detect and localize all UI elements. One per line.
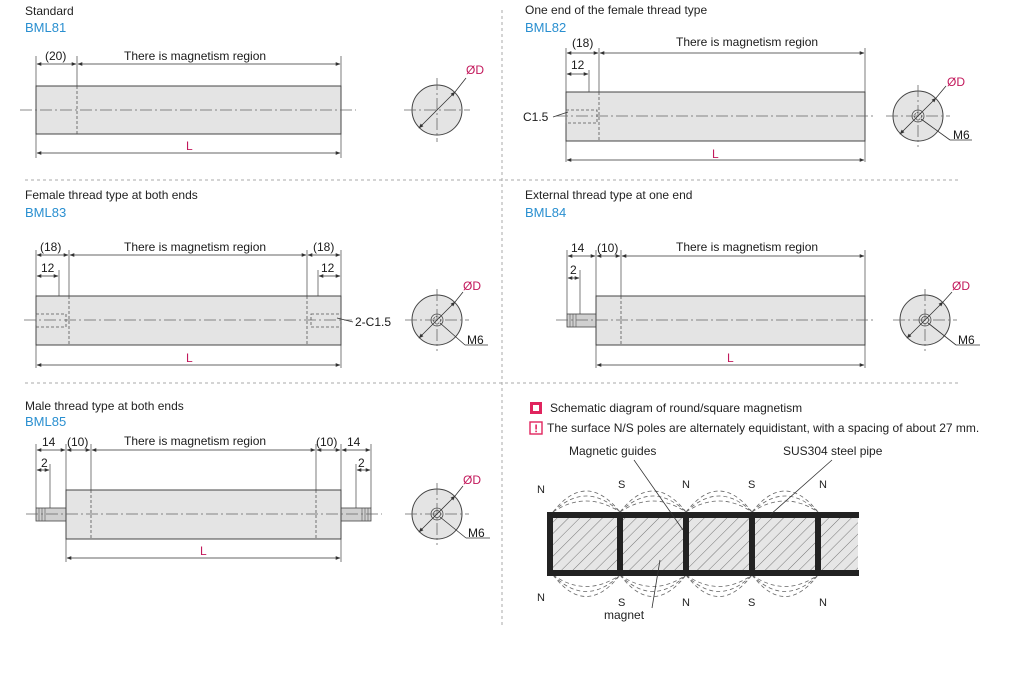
pole-bottom-4: S — [748, 597, 756, 609]
label-magnetic-guides: Magnetic guides — [569, 444, 657, 458]
warning-icon — [530, 422, 542, 434]
diameter-label-bml83: ØD — [463, 279, 481, 293]
steel-pipe-end — [547, 512, 553, 576]
dim-18-bml82: (18) — [572, 36, 594, 50]
magnetic-guide — [683, 518, 689, 570]
magnetic-guide — [815, 518, 821, 570]
square-bullet-icon — [530, 402, 542, 414]
dim-10-right-bml85: (10) — [316, 435, 338, 449]
dim-12-bml82: 12 — [571, 58, 585, 72]
rod-bml84 — [596, 296, 865, 345]
male-thread-right-bml85 — [341, 508, 371, 521]
caption-bml81: Standard — [25, 4, 74, 18]
length-label-bml83: L — [186, 351, 193, 365]
dim-10-bml84: (10) — [597, 241, 619, 255]
pole-top-2: S — [618, 479, 626, 491]
steel-pipe-bottom — [547, 570, 859, 576]
pole-top-4: S — [748, 479, 756, 491]
panel-bml85 — [25, 399, 490, 562]
length-label-bml81: L — [186, 139, 193, 153]
pole-bottom-2: S — [618, 597, 626, 609]
region-label-bml83: There is magnetism region — [124, 240, 267, 254]
length-label-bml85: L — [200, 544, 207, 558]
pole-bottom-1: N — [537, 592, 545, 604]
thread-label-bml85: M6 — [468, 526, 485, 540]
steel-pipe-top — [547, 512, 859, 518]
diameter-label-bml85: ØD — [463, 473, 481, 487]
pole-bottom-5: N — [819, 597, 827, 609]
schematic-section — [530, 401, 979, 622]
pole-bottom-3: N — [682, 597, 690, 609]
magnet-core — [553, 518, 858, 570]
caption-bml83: Female thread type at both ends — [25, 188, 198, 202]
schematic-title: Schematic diagram of round/square magnetism — [550, 401, 803, 415]
diameter-label-bml81: ØD — [466, 63, 484, 77]
panel-bml84 — [525, 188, 980, 368]
male-thread-left-bml85 — [36, 508, 66, 521]
dim-offset-bml81: (20) — [45, 49, 67, 63]
model-bml85: BML85 — [25, 414, 67, 429]
rod-bml82 — [566, 92, 865, 141]
dim-18-left-bml83: (18) — [40, 240, 62, 254]
thread-label-bml84: M6 — [958, 333, 975, 347]
model-bml82: BML82 — [525, 20, 567, 35]
dim-12-right-bml83: 12 — [321, 261, 335, 275]
chamfer-label-bml82: C1.5 — [523, 110, 549, 124]
male-thread-bml84 — [567, 314, 596, 327]
caption-bml85: Male thread type at both ends — [25, 399, 184, 413]
region-label-bml84: There is magnetism region — [676, 240, 819, 254]
pole-top-5: N — [819, 479, 827, 491]
pole-top-3: N — [682, 479, 690, 491]
dim-2-bml84: 2 — [570, 263, 577, 277]
dim-18-right-bml83: (18) — [313, 240, 335, 254]
region-label-bml82: There is magnetism region — [676, 35, 819, 49]
length-label-bml82: L — [712, 147, 719, 161]
panel-bml82 — [523, 3, 972, 162]
thread-label-bml82: M6 — [953, 128, 970, 142]
caption-bml84: External thread type at one end — [525, 188, 693, 202]
dim-12-left-bml83: 12 — [41, 261, 55, 275]
diameter-label-bml82: ØD — [947, 75, 965, 89]
dim-10-left-bml85: (10) — [67, 435, 89, 449]
caption-bml82: One end of the female thread type — [525, 3, 708, 17]
rod-bml83 — [36, 296, 341, 345]
schematic-note: The surface N/S poles are alternately equidistant, with a spacing of about 27 mm. — [547, 421, 980, 435]
pole-top-1: N — [537, 484, 545, 496]
length-label-bml84: L — [727, 351, 734, 365]
diameter-label-bml84: ØD — [952, 279, 970, 293]
magnetic-guide — [749, 518, 755, 570]
region-label-bml85: There is magnetism region — [124, 434, 267, 448]
rod-bml85 — [66, 490, 341, 539]
dim-14-left-bml85: 14 — [42, 435, 56, 449]
panel-bml83 — [24, 188, 488, 368]
dim-14-right-bml85: 14 — [347, 435, 361, 449]
dim-14-bml84: 14 — [571, 241, 585, 255]
region-label-bml81: There is magnetism region — [124, 49, 267, 63]
label-steel-pipe: SUS304 steel pipe — [783, 444, 883, 458]
dim-2-right-bml85: 2 — [358, 456, 365, 470]
dim-2-left-bml85: 2 — [41, 456, 48, 470]
magnetic-guide — [617, 518, 623, 570]
panel-bml81 — [20, 4, 484, 158]
model-bml83: BML83 — [25, 205, 67, 220]
thread-label-bml83: M6 — [467, 333, 484, 347]
model-bml84: BML84 — [525, 205, 567, 220]
label-magnet: magnet — [604, 608, 645, 622]
model-bml81: BML81 — [25, 20, 67, 35]
chamfer-label-bml83: 2-C1.5 — [355, 315, 392, 329]
